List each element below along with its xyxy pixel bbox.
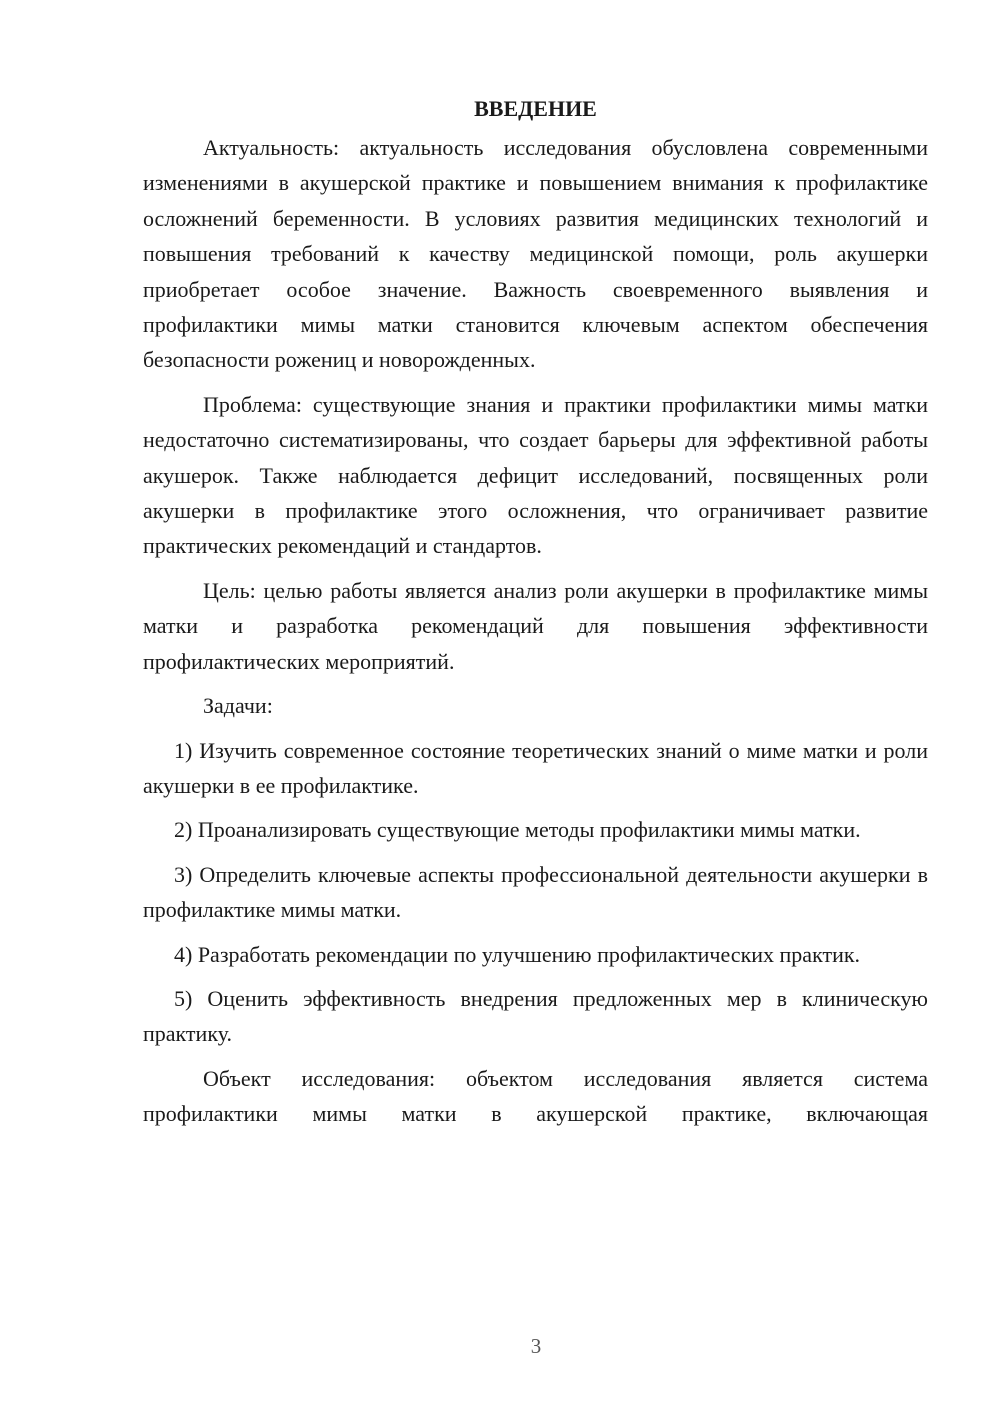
object-paragraph: Объект исследования: объектом исследования является система профилактики мимы матки в акушерской практике, включающая bbox=[143, 1065, 928, 1127]
task-item: 2) Проанализировать существующие методы профилактики мимы матки. bbox=[174, 817, 861, 843]
document-page bbox=[143, 90, 928, 1141]
problem-paragraph: Проблема: существующие знания и практики профилактики мимы матки недостаточно систематизированы, что создает барьеры для эффективной работы акушерок. Также наблюдается дефицит исследований, посвященных роли акушерки в профилактике этого осложнения, что ограничивает развитие практических рекомендаций и стандартов. bbox=[143, 391, 928, 559]
task-item: 5) Оценить эффективность внедрения предложенных мер в клиническую практику. bbox=[143, 985, 928, 1047]
page-number: 3 bbox=[530, 1334, 542, 1358]
task-item: 1) Изучить современное состояние теоретических знаний о миме матки и роли акушерки в ее профилактике. bbox=[143, 737, 928, 798]
section-title: ВВЕДЕНИЕ bbox=[474, 96, 597, 121]
task-item: 3) Определить ключевые аспекты профессиональной деятельности акушерки в профилактике мимы матки. bbox=[143, 861, 928, 923]
tasks-heading: Задачи: bbox=[203, 693, 273, 719]
goal-paragraph: Цель: целью работы является анализ роли акушерки в профилактике мимы матки и разработка рекомендаций для повышения эффективности профилактических мероприятий. bbox=[143, 577, 928, 674]
relevance-paragraph: Актуальность: актуальность исследования обусловлена современными изменениями в акушерской практике и повышением внимания к профилактике осложнений беременности. В условиях развития медицинских технологий и повышения требований к качеству медицинской помощи, роль акушерки приобретает особое значение. Важность своевременного выявления и профилактики мимы матки становится ключевым аспектом обеспечения безопасности рожениц и новорожденных. bbox=[143, 135, 928, 373]
task-item: 4) Разработать рекомендации по улучшению профилактических практик. bbox=[174, 941, 861, 967]
